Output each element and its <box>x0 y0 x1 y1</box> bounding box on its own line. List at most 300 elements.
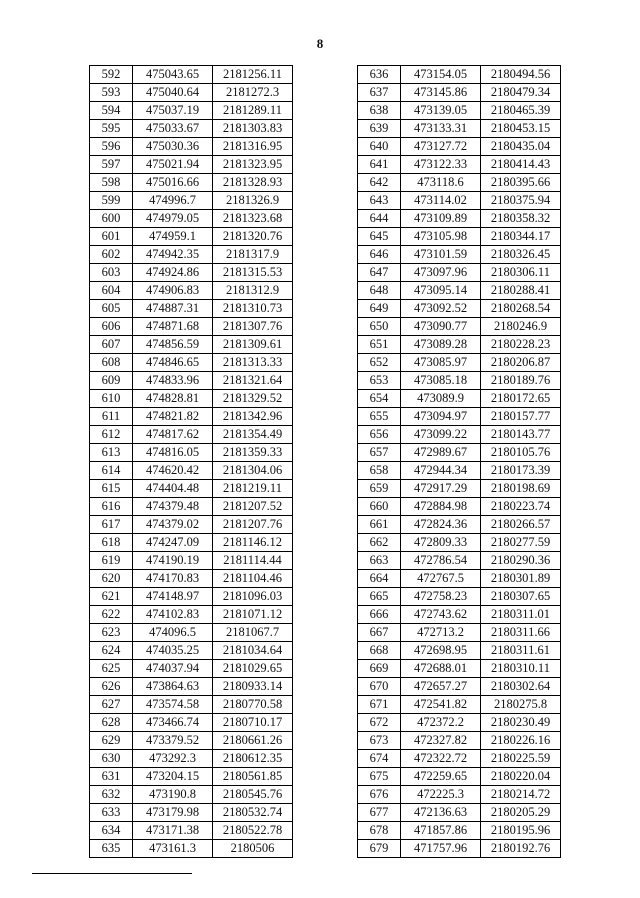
point-number-cell: 608 <box>90 354 133 372</box>
y-coordinate-cell: 2181303.83 <box>213 120 293 138</box>
table-row <box>90 282 293 300</box>
y-coordinate-cell: 2180479.34 <box>481 84 561 102</box>
point-number-cell: 596 <box>90 138 133 156</box>
x-coordinate-cell: 475043.65 <box>133 66 213 84</box>
table-row <box>90 246 293 264</box>
table-row <box>90 156 293 174</box>
point-number-cell: 633 <box>90 804 133 822</box>
point-number-cell: 607 <box>90 336 133 354</box>
y-coordinate-cell: 2180414.43 <box>481 156 561 174</box>
point-number-cell: 674 <box>358 750 401 768</box>
x-coordinate-cell: 474942.35 <box>133 246 213 264</box>
table-row <box>358 750 561 768</box>
x-coordinate-cell: 474906.83 <box>133 282 213 300</box>
y-coordinate-cell: 2180307.65 <box>481 588 561 606</box>
point-number-cell: 637 <box>358 84 401 102</box>
x-coordinate-cell: 472989.67 <box>401 444 481 462</box>
y-coordinate-cell: 2181146.12 <box>213 534 293 552</box>
table-row <box>90 768 293 786</box>
x-coordinate-cell: 474924.86 <box>133 264 213 282</box>
y-coordinate-cell: 2181323.68 <box>213 210 293 228</box>
x-coordinate-cell: 472322.72 <box>401 750 481 768</box>
y-coordinate-cell: 2181329.52 <box>213 390 293 408</box>
table-row <box>90 192 293 210</box>
x-coordinate-cell: 472884.98 <box>401 498 481 516</box>
coordinates-table-right <box>357 65 561 858</box>
y-coordinate-cell: 2180326.45 <box>481 246 561 264</box>
point-number-cell: 675 <box>358 768 401 786</box>
x-coordinate-cell: 474247.09 <box>133 534 213 552</box>
table-row <box>358 192 561 210</box>
point-number-cell: 603 <box>90 264 133 282</box>
x-coordinate-cell: 475030.36 <box>133 138 213 156</box>
point-number-cell: 611 <box>90 408 133 426</box>
x-coordinate-cell: 473114.02 <box>401 192 481 210</box>
y-coordinate-cell: 2180612.35 <box>213 750 293 768</box>
y-coordinate-cell: 2181312.9 <box>213 282 293 300</box>
table-row <box>358 624 561 642</box>
table-row <box>358 318 561 336</box>
x-coordinate-cell: 472824.36 <box>401 516 481 534</box>
x-coordinate-cell: 474846.65 <box>133 354 213 372</box>
x-coordinate-cell: 474170.83 <box>133 570 213 588</box>
point-number-cell: 673 <box>358 732 401 750</box>
table-row <box>90 678 293 696</box>
y-coordinate-cell: 2180506 <box>213 840 293 858</box>
y-coordinate-cell: 2180532.74 <box>213 804 293 822</box>
y-coordinate-cell: 2180198.69 <box>481 480 561 498</box>
y-coordinate-cell: 2181034.64 <box>213 642 293 660</box>
point-number-cell: 641 <box>358 156 401 174</box>
table-row <box>358 426 561 444</box>
table-row <box>90 264 293 282</box>
table-row <box>90 228 293 246</box>
x-coordinate-cell: 474190.19 <box>133 552 213 570</box>
point-number-cell: 646 <box>358 246 401 264</box>
x-coordinate-cell: 473122.33 <box>401 156 481 174</box>
table-row <box>90 624 293 642</box>
x-coordinate-cell: 472743.62 <box>401 606 481 624</box>
point-number-cell: 645 <box>358 228 401 246</box>
point-number-cell: 594 <box>90 102 133 120</box>
point-number-cell: 643 <box>358 192 401 210</box>
y-coordinate-cell: 2180214.72 <box>481 786 561 804</box>
point-number-cell: 658 <box>358 462 401 480</box>
table-row <box>90 786 293 804</box>
point-number-cell: 614 <box>90 462 133 480</box>
x-coordinate-cell: 474816.05 <box>133 444 213 462</box>
point-number-cell: 627 <box>90 696 133 714</box>
y-coordinate-cell: 2180290.36 <box>481 552 561 570</box>
y-coordinate-cell: 2180205.29 <box>481 804 561 822</box>
x-coordinate-cell: 475037.19 <box>133 102 213 120</box>
x-coordinate-cell: 474833.96 <box>133 372 213 390</box>
table-row <box>90 516 293 534</box>
table-row <box>358 120 561 138</box>
table-row <box>358 84 561 102</box>
x-coordinate-cell: 473145.86 <box>401 84 481 102</box>
table-row <box>358 282 561 300</box>
point-number-cell: 653 <box>358 372 401 390</box>
x-coordinate-cell: 472688.01 <box>401 660 481 678</box>
point-number-cell: 605 <box>90 300 133 318</box>
x-coordinate-cell: 472917.29 <box>401 480 481 498</box>
table-row <box>90 570 293 588</box>
point-number-cell: 678 <box>358 822 401 840</box>
table-row <box>90 372 293 390</box>
point-number-cell: 592 <box>90 66 133 84</box>
x-coordinate-cell: 472372.2 <box>401 714 481 732</box>
y-coordinate-cell: 2180173.39 <box>481 462 561 480</box>
y-coordinate-cell: 2180770.58 <box>213 696 293 714</box>
point-number-cell: 647 <box>358 264 401 282</box>
point-number-cell: 656 <box>358 426 401 444</box>
x-coordinate-cell: 472225.3 <box>401 786 481 804</box>
x-coordinate-cell: 472767.5 <box>401 570 481 588</box>
table-row <box>90 444 293 462</box>
y-coordinate-cell: 2180545.76 <box>213 786 293 804</box>
table-row <box>90 462 293 480</box>
x-coordinate-cell: 474996.7 <box>133 192 213 210</box>
point-number-cell: 619 <box>90 552 133 570</box>
point-number-cell: 650 <box>358 318 401 336</box>
point-number-cell: 632 <box>90 786 133 804</box>
point-number-cell: 630 <box>90 750 133 768</box>
x-coordinate-cell: 472944.34 <box>401 462 481 480</box>
y-coordinate-cell: 2181310.73 <box>213 300 293 318</box>
table-row <box>90 84 293 102</box>
x-coordinate-cell: 475040.64 <box>133 84 213 102</box>
y-coordinate-cell: 2180143.77 <box>481 426 561 444</box>
point-number-cell: 644 <box>358 210 401 228</box>
table-row <box>358 210 561 228</box>
x-coordinate-cell: 474148.97 <box>133 588 213 606</box>
point-number-cell: 671 <box>358 696 401 714</box>
y-coordinate-cell: 2180710.17 <box>213 714 293 732</box>
y-coordinate-cell: 2180306.11 <box>481 264 561 282</box>
y-coordinate-cell: 2181304.06 <box>213 462 293 480</box>
point-number-cell: 635 <box>90 840 133 858</box>
table-row <box>358 390 561 408</box>
x-coordinate-cell: 475016.66 <box>133 174 213 192</box>
y-coordinate-cell: 2180375.94 <box>481 192 561 210</box>
x-coordinate-cell: 474035.25 <box>133 642 213 660</box>
point-number-cell: 629 <box>90 732 133 750</box>
table-row <box>90 714 293 732</box>
point-number-cell: 613 <box>90 444 133 462</box>
y-coordinate-cell: 2181071.12 <box>213 606 293 624</box>
x-coordinate-cell: 474096.5 <box>133 624 213 642</box>
point-number-cell: 672 <box>358 714 401 732</box>
table-row <box>90 534 293 552</box>
x-coordinate-cell: 473090.77 <box>401 318 481 336</box>
x-coordinate-cell: 473292.3 <box>133 750 213 768</box>
point-number-cell: 618 <box>90 534 133 552</box>
point-number-cell: 602 <box>90 246 133 264</box>
y-coordinate-cell: 2180311.61 <box>481 642 561 660</box>
y-coordinate-cell: 2181326.9 <box>213 192 293 210</box>
y-coordinate-cell: 2181328.93 <box>213 174 293 192</box>
y-coordinate-cell: 2180288.41 <box>481 282 561 300</box>
point-number-cell: 598 <box>90 174 133 192</box>
table-row <box>358 678 561 696</box>
y-coordinate-cell: 2180192.76 <box>481 840 561 858</box>
table-row <box>358 534 561 552</box>
table-row <box>358 606 561 624</box>
y-coordinate-cell: 2181317.9 <box>213 246 293 264</box>
table-row <box>358 138 561 156</box>
x-coordinate-cell: 473089.28 <box>401 336 481 354</box>
y-coordinate-cell: 2180220.04 <box>481 768 561 786</box>
x-coordinate-cell: 472786.54 <box>401 552 481 570</box>
table-row <box>90 642 293 660</box>
point-number-cell: 620 <box>90 570 133 588</box>
x-coordinate-cell: 474620.42 <box>133 462 213 480</box>
point-number-cell: 606 <box>90 318 133 336</box>
point-number-cell: 666 <box>358 606 401 624</box>
table-row <box>90 498 293 516</box>
y-coordinate-cell: 2180311.01 <box>481 606 561 624</box>
x-coordinate-cell: 473179.98 <box>133 804 213 822</box>
point-number-cell: 669 <box>358 660 401 678</box>
table-row <box>90 390 293 408</box>
table-row <box>358 300 561 318</box>
table-row <box>358 174 561 192</box>
table-row <box>358 102 561 120</box>
x-coordinate-cell: 473118.6 <box>401 174 481 192</box>
table-row <box>358 480 561 498</box>
x-coordinate-cell: 473190.8 <box>133 786 213 804</box>
point-number-cell: 652 <box>358 354 401 372</box>
table-row <box>358 804 561 822</box>
y-coordinate-cell: 2181207.52 <box>213 498 293 516</box>
point-number-cell: 612 <box>90 426 133 444</box>
footnote-rule <box>32 873 192 874</box>
x-coordinate-cell: 471857.86 <box>401 822 481 840</box>
point-number-cell: 676 <box>358 786 401 804</box>
table-row <box>358 498 561 516</box>
x-coordinate-cell: 475021.94 <box>133 156 213 174</box>
x-coordinate-cell: 474871.68 <box>133 318 213 336</box>
table-row <box>90 354 293 372</box>
y-coordinate-cell: 2181323.95 <box>213 156 293 174</box>
y-coordinate-cell: 2180465.39 <box>481 102 561 120</box>
y-coordinate-cell: 2180311.66 <box>481 624 561 642</box>
y-coordinate-cell: 2180494.56 <box>481 66 561 84</box>
x-coordinate-cell: 474979.05 <box>133 210 213 228</box>
x-coordinate-cell: 473095.14 <box>401 282 481 300</box>
x-coordinate-cell: 474959.1 <box>133 228 213 246</box>
y-coordinate-cell: 2181354.49 <box>213 426 293 444</box>
x-coordinate-cell: 473574.58 <box>133 696 213 714</box>
table-row <box>90 102 293 120</box>
table-row <box>358 642 561 660</box>
y-coordinate-cell: 2180105.76 <box>481 444 561 462</box>
page-number: 8 <box>316 36 324 51</box>
table-row <box>358 516 561 534</box>
x-coordinate-cell: 472327.82 <box>401 732 481 750</box>
x-coordinate-cell: 474887.31 <box>133 300 213 318</box>
y-coordinate-cell: 2181114.44 <box>213 552 293 570</box>
point-number-cell: 654 <box>358 390 401 408</box>
x-coordinate-cell: 473171.38 <box>133 822 213 840</box>
x-coordinate-cell: 474828.81 <box>133 390 213 408</box>
x-coordinate-cell: 474856.59 <box>133 336 213 354</box>
table-row <box>358 264 561 282</box>
y-coordinate-cell: 2180310.11 <box>481 660 561 678</box>
point-number-cell: 631 <box>90 768 133 786</box>
point-number-cell: 623 <box>90 624 133 642</box>
point-number-cell: 634 <box>90 822 133 840</box>
y-coordinate-cell: 2180230.49 <box>481 714 561 732</box>
table-row <box>358 372 561 390</box>
point-number-cell: 640 <box>358 138 401 156</box>
point-number-cell: 663 <box>358 552 401 570</box>
table-row <box>358 228 561 246</box>
point-number-cell: 670 <box>358 678 401 696</box>
table-row <box>90 822 293 840</box>
y-coordinate-cell: 2181316.95 <box>213 138 293 156</box>
y-coordinate-cell: 2181320.76 <box>213 228 293 246</box>
y-coordinate-cell: 2180661.26 <box>213 732 293 750</box>
y-coordinate-cell: 2180226.16 <box>481 732 561 750</box>
x-coordinate-cell: 471757.96 <box>401 840 481 858</box>
y-coordinate-cell: 2180189.76 <box>481 372 561 390</box>
y-coordinate-cell: 2180522.78 <box>213 822 293 840</box>
y-coordinate-cell: 2181342.96 <box>213 408 293 426</box>
table-row <box>358 570 561 588</box>
point-number-cell: 609 <box>90 372 133 390</box>
y-coordinate-cell: 2180301.89 <box>481 570 561 588</box>
y-coordinate-cell: 2181307.76 <box>213 318 293 336</box>
point-number-cell: 600 <box>90 210 133 228</box>
x-coordinate-cell: 473204.15 <box>133 768 213 786</box>
table-row <box>358 336 561 354</box>
table-row <box>90 174 293 192</box>
point-number-cell: 649 <box>358 300 401 318</box>
x-coordinate-cell: 472698.95 <box>401 642 481 660</box>
x-coordinate-cell: 472136.63 <box>401 804 481 822</box>
y-coordinate-cell: 2180157.77 <box>481 408 561 426</box>
point-number-cell: 622 <box>90 606 133 624</box>
x-coordinate-cell: 473864.63 <box>133 678 213 696</box>
point-number-cell: 595 <box>90 120 133 138</box>
y-coordinate-cell: 2180275.8 <box>481 696 561 714</box>
x-coordinate-cell: 474379.48 <box>133 498 213 516</box>
y-coordinate-cell: 2181219.11 <box>213 480 293 498</box>
y-coordinate-cell: 2181067.7 <box>213 624 293 642</box>
x-coordinate-cell: 473101.59 <box>401 246 481 264</box>
x-coordinate-cell: 473097.96 <box>401 264 481 282</box>
point-number-cell: 624 <box>90 642 133 660</box>
y-coordinate-cell: 2181272.3 <box>213 84 293 102</box>
table-row <box>90 660 293 678</box>
x-coordinate-cell: 473092.52 <box>401 300 481 318</box>
y-coordinate-cell: 2180246.9 <box>481 318 561 336</box>
x-coordinate-cell: 475033.67 <box>133 120 213 138</box>
table-row <box>90 66 293 84</box>
table-row <box>358 552 561 570</box>
table-row <box>90 750 293 768</box>
x-coordinate-cell: 474817.62 <box>133 426 213 444</box>
y-coordinate-cell: 2181315.53 <box>213 264 293 282</box>
x-coordinate-cell: 473089.9 <box>401 390 481 408</box>
point-number-cell: 655 <box>358 408 401 426</box>
x-coordinate-cell: 474821.82 <box>133 408 213 426</box>
y-coordinate-cell: 2181104.46 <box>213 570 293 588</box>
y-coordinate-cell: 2180206.87 <box>481 354 561 372</box>
point-number-cell: 661 <box>358 516 401 534</box>
y-coordinate-cell: 2180277.59 <box>481 534 561 552</box>
y-coordinate-cell: 2181096.03 <box>213 588 293 606</box>
point-number-cell: 639 <box>358 120 401 138</box>
x-coordinate-cell: 473133.31 <box>401 120 481 138</box>
x-coordinate-cell: 473094.97 <box>401 408 481 426</box>
coordinates-table-left <box>89 65 293 858</box>
table-row <box>90 210 293 228</box>
x-coordinate-cell: 474404.48 <box>133 480 213 498</box>
point-number-cell: 593 <box>90 84 133 102</box>
x-coordinate-cell: 473109.89 <box>401 210 481 228</box>
table-row <box>90 804 293 822</box>
point-number-cell: 616 <box>90 498 133 516</box>
point-number-cell: 648 <box>358 282 401 300</box>
point-number-cell: 597 <box>90 156 133 174</box>
table-row <box>358 66 561 84</box>
table-row <box>90 480 293 498</box>
x-coordinate-cell: 472657.27 <box>401 678 481 696</box>
point-number-cell: 604 <box>90 282 133 300</box>
y-coordinate-cell: 2181359.33 <box>213 444 293 462</box>
point-number-cell: 610 <box>90 390 133 408</box>
point-number-cell: 636 <box>358 66 401 84</box>
x-coordinate-cell: 473105.98 <box>401 228 481 246</box>
x-coordinate-cell: 473085.18 <box>401 372 481 390</box>
table-row <box>90 318 293 336</box>
table-row <box>358 408 561 426</box>
table-row <box>358 156 561 174</box>
table-row <box>90 426 293 444</box>
x-coordinate-cell: 473139.05 <box>401 102 481 120</box>
table-row <box>358 840 561 858</box>
y-coordinate-cell: 2181256.11 <box>213 66 293 84</box>
y-coordinate-cell: 2180344.17 <box>481 228 561 246</box>
table-row <box>90 606 293 624</box>
y-coordinate-cell: 2181321.64 <box>213 372 293 390</box>
y-coordinate-cell: 2180195.96 <box>481 822 561 840</box>
table-row <box>358 696 561 714</box>
point-number-cell: 667 <box>358 624 401 642</box>
point-number-cell: 599 <box>90 192 133 210</box>
table-row <box>358 714 561 732</box>
y-coordinate-cell: 2180266.57 <box>481 516 561 534</box>
x-coordinate-cell: 473099.22 <box>401 426 481 444</box>
y-coordinate-cell: 2180561.85 <box>213 768 293 786</box>
table-row <box>90 138 293 156</box>
x-coordinate-cell: 474102.83 <box>133 606 213 624</box>
point-number-cell: 664 <box>358 570 401 588</box>
point-number-cell: 657 <box>358 444 401 462</box>
y-coordinate-cell: 2180933.14 <box>213 678 293 696</box>
x-coordinate-cell: 473466.74 <box>133 714 213 732</box>
table-row <box>90 588 293 606</box>
table-row <box>358 246 561 264</box>
x-coordinate-cell: 474037.94 <box>133 660 213 678</box>
table-row <box>358 822 561 840</box>
table-row <box>90 840 293 858</box>
table-row <box>358 462 561 480</box>
y-coordinate-cell: 2181207.76 <box>213 516 293 534</box>
